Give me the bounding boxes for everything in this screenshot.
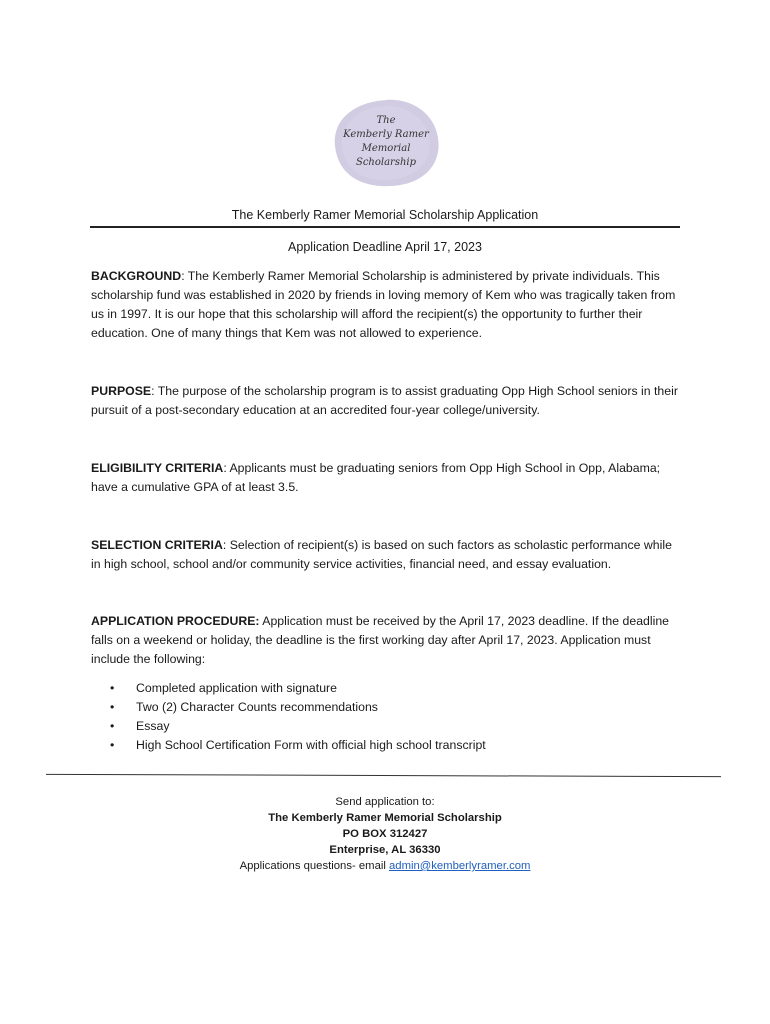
bullet-icon: •: [110, 681, 115, 695]
section-heading: APPLICATION PROCEDURE:: [91, 614, 260, 628]
purpose-section: [91, 382, 681, 420]
mailing-po-box: PO BOX 312427: [342, 828, 428, 840]
section-heading: PURPOSE: [91, 384, 152, 398]
section-text: : Selection of recipient(s) is based on such factors as scholastic performance while in high school, school and/or community service activities, financial need, and essay evaluation.: [91, 538, 672, 571]
scholarship-logo: [330, 96, 442, 188]
list-item-text: Completed application with signature: [136, 681, 337, 695]
mailing-city: Enterprise, AL 36330: [329, 844, 441, 856]
questions-line: [0, 858, 770, 874]
mailing-name: The Kemberly Ramer Memorial Scholarship: [268, 812, 502, 824]
selection-section: [91, 536, 681, 574]
requirements-list: [110, 679, 486, 755]
bullet-icon: •: [110, 700, 115, 714]
background-section: [91, 267, 681, 343]
logo-lettering: [330, 96, 442, 188]
eligibility-section: [91, 459, 681, 497]
logo-line: Kemberly Ramer: [343, 129, 429, 140]
section-text: Application must be received by the April 17, 2023 deadline. If the deadline falls on a weekend or holiday, the deadline is the first working day after April 17, 2023. Application must include the following:: [91, 614, 670, 666]
list-item-text: Essay: [136, 719, 170, 733]
procedure-section: [91, 612, 681, 669]
list-item-text: High School Certification Form with official high school transcript: [136, 738, 486, 752]
logo-line: Memorial: [361, 143, 411, 154]
bullet-icon: •: [110, 719, 115, 733]
section-heading: SELECTION CRITERIA: [91, 538, 223, 552]
section-heading: BACKGROUND: [91, 269, 182, 283]
list-item: [110, 717, 486, 736]
logo-line: The: [376, 115, 396, 126]
email-link[interactable]: admin@kemberlyramer.com: [389, 860, 531, 872]
application-deadline: Application Deadline April 17, 2023: [288, 240, 482, 254]
section-text: : The purpose of the scholarship program is to assist graduating Opp High School seniors in their pursuit of a post-secondary education at an accredited four-year college/university.: [91, 384, 678, 417]
section-heading: ELIGIBILITY CRITERIA: [91, 461, 224, 475]
title-divider: [90, 226, 680, 228]
bullet-icon: •: [110, 738, 115, 752]
list-item: [110, 736, 486, 755]
list-item-text: Two (2) Character Counts recommendations: [136, 700, 378, 714]
section-text: : The Kemberly Ramer Memorial Scholarship is administered by private individuals. This scholarship fund was established in 2020 by friends in loving memory of Kem who was tragically taken from us in 1997. It is our hope that this scholarship will afford the recipient(s) the opportunity to further their education. One of many things that Kem was not allowed to experience.: [91, 269, 676, 340]
list-item: [110, 698, 486, 717]
section-text: : Applicants must be graduating seniors from Opp High School in Opp, Alabama; have a cumulative GPA of at least 3.5.: [91, 461, 661, 494]
questions-label: Applications questions- email: [239, 860, 390, 872]
list-item: [110, 679, 486, 698]
mailing-address-block: [0, 794, 770, 874]
document-title: The Kemberly Ramer Memorial Scholarship Application: [231, 208, 539, 222]
section-divider: [46, 774, 721, 777]
mailing-intro: Send application to:: [335, 796, 435, 808]
logo-line: Scholarship: [355, 157, 417, 168]
